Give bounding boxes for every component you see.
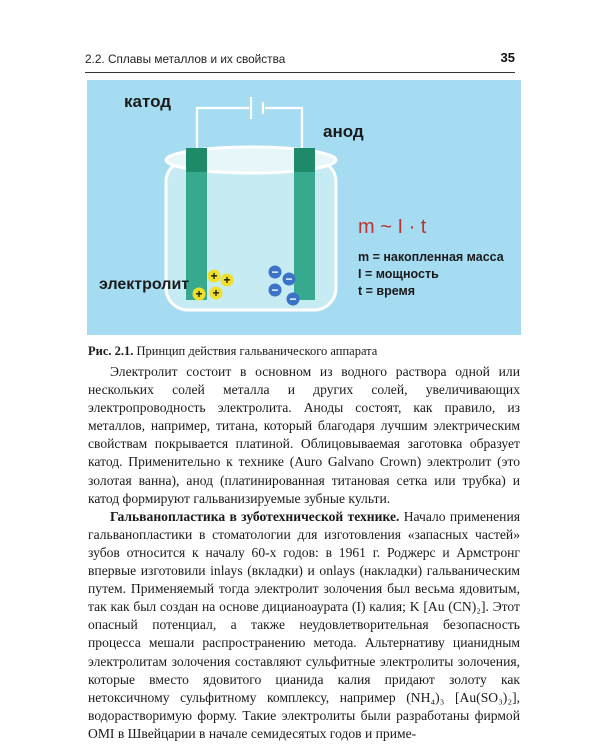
cathode-electrode <box>186 148 207 172</box>
anode-label: анод <box>323 122 364 141</box>
anode-submerged <box>294 172 315 300</box>
galvanic-apparatus-diagram <box>87 80 521 335</box>
body-text <box>88 363 520 743</box>
figure-caption <box>88 344 377 359</box>
legend-time: t = время <box>358 284 416 298</box>
anode-wire <box>265 108 302 148</box>
legend-power: I = мощность <box>358 267 439 281</box>
cathode-submerged <box>186 172 207 300</box>
positive-ion-sign: + <box>210 269 218 283</box>
caption-text: Принцип действия гальванического аппарата <box>136 344 378 358</box>
electrolyte-label: электролит <box>99 276 190 293</box>
paragraph-electroforming <box>88 508 520 743</box>
positive-ion-sign: + <box>212 286 220 300</box>
section-title: 2.2. Сплавы металлов и их свойства <box>85 52 286 66</box>
negative-ion-sign: − <box>271 283 279 297</box>
positive-ion-sign: + <box>223 273 231 287</box>
paragraph-text: Начало применения гальванопластики в стоматологии для изготовления «запасных частей» зубов относится к началу 60-х годов: в 1961 г. Роджерс и Армстронг впервые изготовили inlays (вкладки) и onlays (накладки) гальваническим путем. Применяемый тогда электролит золочения был весьма ядовитым, так как был создан на основе дицианоаурата (I) калия; K [Au (CN)₂]. Этот опасный потенциал, а также неудовлетворительная безопасность процесса мешали распространению метода. Альтернативу цианидным электролитам золочения составляют сульфитные электролиты золочения, которые вместо ядовитого цианида калия придают золоту как нетоксичному сульфитному комплексу, например (NH₄)₃ [Au(SO₃)₂], водорастворимую форму. Такие электролиты были разработаны фирмой OMI в Швейцарии в начале семидесятых годов и приме- <box>88 508 520 741</box>
running-header <box>85 50 515 73</box>
paragraph-lead: Гальванопластика в зуботехнической технике. <box>110 508 400 524</box>
positive-ion-sign: + <box>195 287 203 301</box>
caption-number: Рис. 2.1. <box>88 344 134 358</box>
galvanic-apparatus-figure <box>87 80 521 335</box>
cathode-label: катод <box>124 92 172 111</box>
negative-ion-sign: − <box>289 292 297 306</box>
paragraph-electrolyte: Электролит состоит в основном из водного раствора одной или нескольких солей металла и других солей, увеличивающих электропроводность электролита. Аноды состоят, как правило, из металлов, например, титана, который благодаря лучшим электрическим свойствам покрывается платиной. Облицовываемая заготовка образует катод. Применительно к технике (Auro Galvano Crown) электролит (это золотая ванна), анод (платинированная титановая сетка или трубка) и катод формируют гальванизируемые зубные культи. <box>88 364 520 506</box>
anode-electrode <box>294 148 315 172</box>
formula-label: m ~ I · t <box>358 216 427 238</box>
negative-ion-sign: − <box>285 272 293 286</box>
negative-ion-sign: − <box>271 265 279 279</box>
legend-mass: m = накопленная масса <box>358 250 504 264</box>
cathode-wire <box>197 108 249 148</box>
page-number: 35 <box>500 50 515 65</box>
